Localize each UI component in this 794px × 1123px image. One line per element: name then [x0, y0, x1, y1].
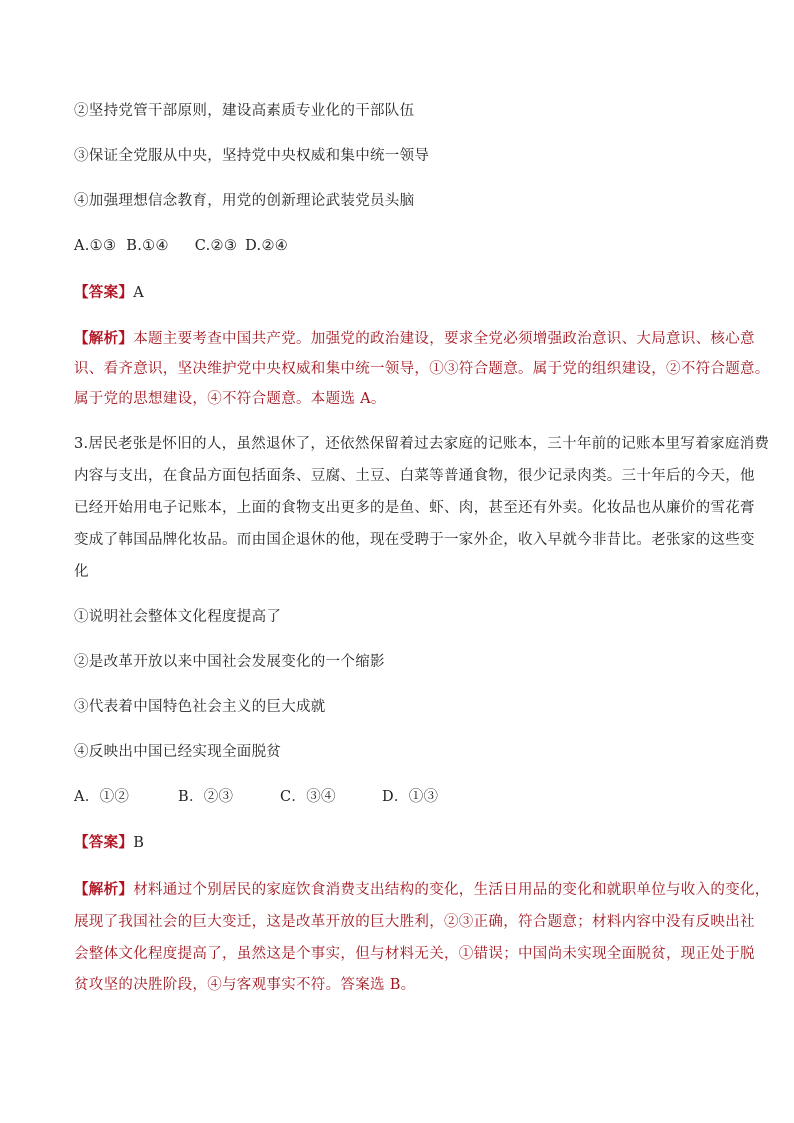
q2-analysis-line-2: 识、看齐意识，坚决维护党中央权威和集中统一领导，①③符合题意。属于党的组织建设，②不符合题意。 [74, 361, 770, 377]
analysis-label: 【解析】 [74, 330, 134, 347]
q3-option-1: ①说明社会整体文化程度提高了 [74, 609, 282, 625]
q3-choice-d: D．①③ [382, 789, 439, 805]
q3-analysis-line-3: 会整体文化程度提高了，虽然这是个事实，但与材料无关，①错误；中国尚未实现全面脱贫，现正处于脱 [74, 946, 755, 962]
q2-choice-b: B.①④ [126, 238, 169, 254]
q3-stem-line-2: 内容与支出，在食品方面包括面条、豆腐、土豆、白菜等普通食物，很少记录肉类。三十年后的今天，他 [74, 468, 755, 484]
q3-analysis-line-2: 展现了我国社会的巨大变迁，这是改革开放的巨大胜利，②③正确，符合题意；材料内容中没有反映出社 [74, 914, 755, 930]
analysis-label: 【解析】 [74, 881, 134, 898]
q3-option-3: ③代表着中国特色社会主义的巨大成就 [74, 699, 326, 715]
q2-answer [74, 283, 144, 303]
q2-analysis-line-3: 属于党的思想建设，④不符合题意。本题选 A。 [74, 391, 386, 407]
q2-option-2: ②坚持党管干部原则，建设高素质专业化的干部队伍 [74, 103, 415, 119]
q3-stem-line-1: 3.居民老张是怀旧的人，虽然退休了，还依然保留着过去家庭的记账本，三十年前的记账本里写着家庭消费 [74, 436, 770, 452]
q3-stem-line-3: 已经开始用电子记账本，上面的食物支出更多的是鱼、虾、肉，甚至还有外卖。化妆品也从廉价的雪花膏 [74, 500, 755, 516]
q3-stem-line-4: 变成了韩国品牌化妆品。而由国企退休的他，现在受聘于一家外企，收入早就今非昔比。老张家的这些变 [74, 532, 755, 548]
q3-option-2: ②是改革开放以来中国社会发展变化的一个缩影 [74, 654, 385, 670]
q3-choice-c: C．③④ [280, 789, 336, 805]
q2-choice-c: C.②③ [194, 238, 238, 254]
q3-choices [74, 787, 438, 807]
q3-option-4: ④反映出中国已经实现全面脱贫 [74, 744, 282, 760]
answer-label: 【答案】 [74, 284, 134, 301]
q3-stem-line-5: 化 [74, 564, 89, 580]
q2-analysis-line-1: 【解析】本题主要考查中国共产党。加强党的政治建设，要求全党必须增强政治意识、大局意识、核心意 [74, 330, 755, 347]
answer-label: 【答案】 [74, 834, 134, 851]
q2-choice-a: A.①③ [74, 238, 117, 254]
answer-value: A [133, 285, 144, 301]
q2-choices [74, 236, 288, 256]
q2-option-4: ④加强理想信念教育，用党的创新理论武装党员头脑 [74, 193, 415, 209]
answer-value: B [133, 835, 145, 851]
q3-analysis-line-4: 贫攻坚的决胜阶段，④与客观事实不符。答案选 B。 [74, 977, 416, 993]
q3-answer [74, 833, 144, 853]
q2-choice-d: D.②④ [245, 238, 289, 254]
q2-option-3: ③保证全党服从中央，坚持党中央权威和集中统一领导 [74, 148, 430, 164]
q3-analysis-line-1: 【解析】材料通过个别居民的家庭饮食消费支出结构的变化，生活日用品的变化和就职单位与收入的变化， [74, 881, 770, 898]
q3-choice-b: B．②③ [178, 789, 234, 805]
q3-choice-a: A．①② [74, 789, 130, 805]
